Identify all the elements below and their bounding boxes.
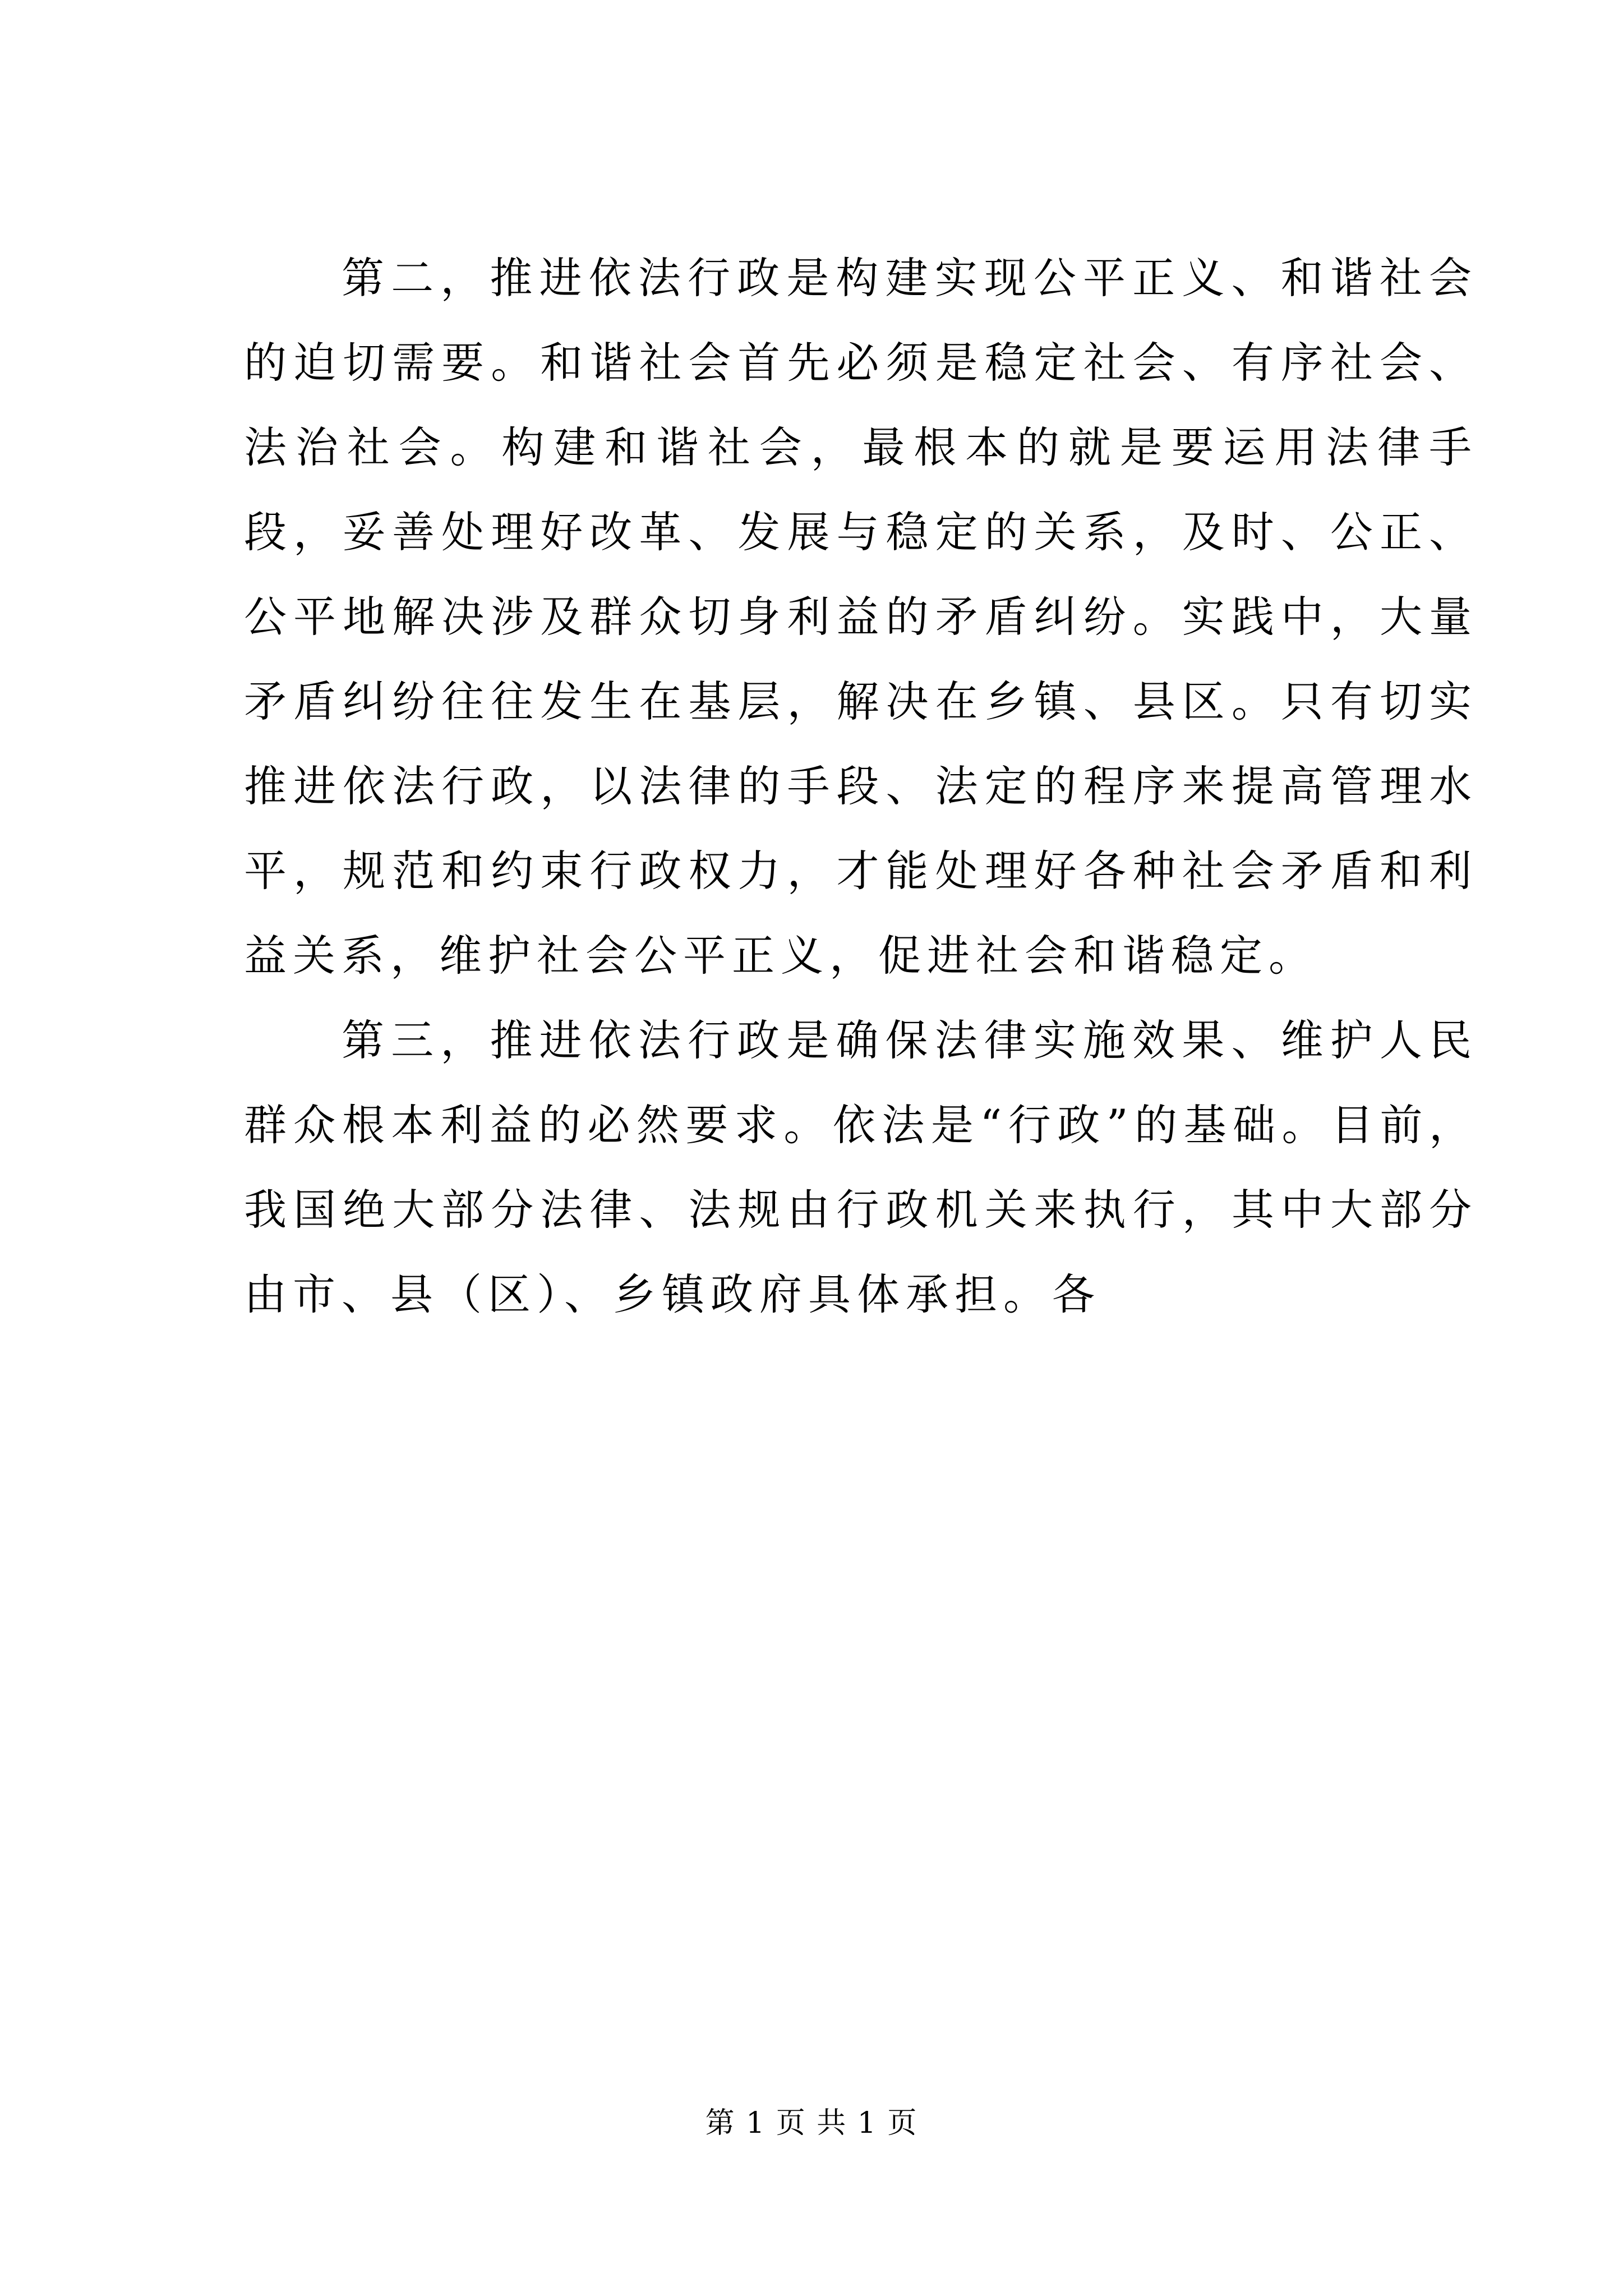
paragraph-third-point: 第三，推进依法行政是确保法律实施效果、维护人民群众根本利益的必然要求。依法是“行政”的基础。目前，我国绝大部分法律、法规由行政机关来执行，其中大部分由市、县（区）、乡镇政府具体承担。各 [244, 1015, 1478, 1319]
page-footer: 第 1 页 共 1 页 [705, 2106, 918, 2140]
document-body [244, 236, 1478, 1337]
paragraph-second-point: 第二，推进依法行政是构建实现公平正义、和谐社会的迫切需要。和谐社会首先必须是稳定社会、有序社会、法治社会。构建和谐社会，最根本的就是要运用法律手段，妥善处理好改革、发展与稳定的关系，及时、公正、公平地解决涉及群众切身利益的矛盾纠纷。实践中，大量矛盾纠纷往往发生在基层，解决在乡镇、县区。只有切实推进依法行政，以法律的手段、法定的程序来提高管理水平，规范和约束行政权力，才能处理好各种社会矛盾和利益关系，维护社会公平正义，促进社会和谐稳定。 [244, 253, 1478, 981]
